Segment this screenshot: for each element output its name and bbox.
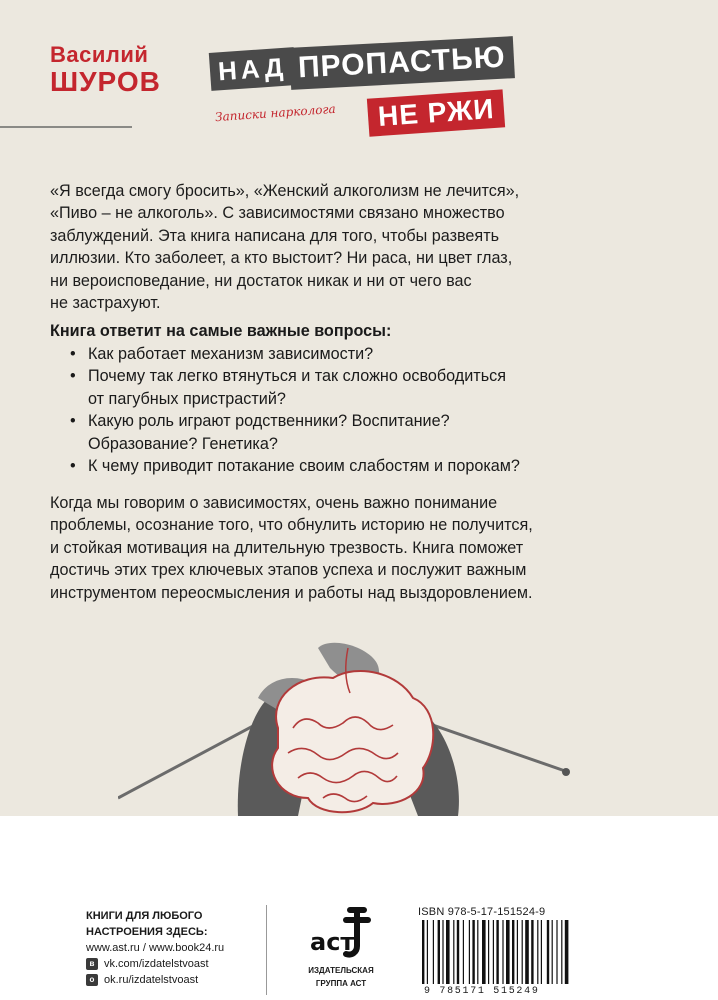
ok-icon: о xyxy=(86,974,98,986)
barcode-bar xyxy=(482,920,486,984)
book-subtitle: Записки нарколога xyxy=(214,101,337,125)
barcode-bar xyxy=(446,920,450,984)
shops-heading: НАСТРОЕНИЯ ЗДЕСЬ: xyxy=(86,926,208,938)
intro-line: «Я всегда смогу бросить», «Женский алкоголизм не лечится», xyxy=(50,182,520,200)
barcode-bar xyxy=(556,920,557,984)
top-rule xyxy=(0,126,132,128)
barcode-bar xyxy=(438,920,440,984)
barcode-bar xyxy=(442,920,443,984)
barcode-bar xyxy=(488,920,489,984)
questions-list xyxy=(68,343,668,477)
barcode-bar xyxy=(469,920,470,984)
needle-tip xyxy=(562,768,570,776)
author-last-name: ШУРОВ xyxy=(50,66,161,97)
barcode-bar xyxy=(547,920,549,984)
barcode-bar xyxy=(493,920,494,984)
intro-line: ни вероисповедание, ни достаток никак и ни от чего вас xyxy=(50,271,472,290)
vk-link-row[interactable] xyxy=(86,956,224,972)
shops-sites[interactable]: www.ast.ru / www.book24.ru xyxy=(86,942,225,954)
barcode-bar xyxy=(541,920,542,984)
barcode-bar xyxy=(537,920,538,984)
isbn-text: ISBN 978-5-17-151524-9 xyxy=(418,906,546,918)
barcode-bar xyxy=(463,920,464,984)
shops-heading: КНИГИ ДЛЯ ЛЮБОГО xyxy=(86,910,203,922)
vk-icon: в xyxy=(86,958,98,970)
barcode-bar xyxy=(422,920,424,984)
question-item xyxy=(68,365,668,410)
question-item xyxy=(68,455,668,477)
vk-link[interactable]: vk.com/izdatelstvoast xyxy=(104,958,209,970)
barcode-bar xyxy=(457,920,459,984)
barcode-digits: 9 785171 515249 xyxy=(424,986,540,997)
barcode-bar xyxy=(496,920,498,984)
closing-line: инструментом переосмысления и работы над выздоровлением. xyxy=(50,583,533,602)
ok-link-row[interactable] xyxy=(86,972,224,988)
ast-logo-text: аст xyxy=(310,928,355,956)
intro-paragraph xyxy=(50,180,670,314)
publisher-block xyxy=(286,906,396,989)
brain-shape xyxy=(272,671,433,812)
barcode-bar xyxy=(561,920,562,984)
intro-line: иллюзии. Кто заболеет, а кто выстоит? Ни раса, ни цвет глаз, xyxy=(50,249,513,268)
shops-block xyxy=(86,908,224,988)
barcode-bar xyxy=(472,920,474,984)
intro-line: «Пиво – не алкоголь». С зависимостями связано множество xyxy=(50,204,505,223)
isbn-block xyxy=(418,906,600,1000)
barcode-bar xyxy=(552,920,553,984)
question-item xyxy=(68,410,668,455)
barcode-bar xyxy=(427,920,428,984)
title-word-nad: НАД xyxy=(209,47,296,91)
barcode-bar xyxy=(506,920,510,984)
barcode-bar xyxy=(512,920,514,984)
barcode-bar xyxy=(433,920,434,984)
ast-logo-icon xyxy=(306,906,376,958)
publisher-name: ИЗДАТЕЛЬСКАЯ xyxy=(308,966,374,975)
barcode-bar xyxy=(531,920,533,984)
title-word-ne-rzhi: НЕ РЖИ xyxy=(367,89,506,136)
intro-line: не застрахуют. xyxy=(50,294,161,313)
publisher-name: ГРУППА АСТ xyxy=(315,979,367,988)
question-text: • Как работает механизм зависимости? xyxy=(88,345,374,363)
question-item xyxy=(68,343,668,365)
closing-paragraph xyxy=(50,492,670,604)
title-word-propastyu: ПРОПАСТЬЮ xyxy=(289,36,515,90)
author-first-name: Василий xyxy=(50,42,149,67)
footer-divider xyxy=(266,905,267,995)
book-title xyxy=(210,38,510,138)
knitting-brain-illustration xyxy=(118,628,578,816)
barcode-bar xyxy=(522,920,523,984)
author-name xyxy=(50,44,161,96)
ok-link[interactable]: ok.ru/izdatelstvoast xyxy=(104,974,199,986)
question-text: • Почему так легко втянуться и так сложно освободиться xyxy=(88,367,507,386)
closing-line: достичь этих трех ключевых этапов успеха и послужит важным xyxy=(50,561,527,580)
barcode-bar xyxy=(525,920,529,984)
question-text: Образование? Генетика? xyxy=(88,434,278,453)
barcode-bar xyxy=(517,920,518,984)
barcode-bar xyxy=(502,920,503,984)
closing-line: проблемы, осознание того, что обнулить историю не получится, xyxy=(50,516,533,535)
question-text: • Какую роль играют родственники? Воспитание? xyxy=(88,412,450,431)
question-text: • К чему приводит потакание своим слабостям и порокам? xyxy=(88,457,520,476)
barcode xyxy=(418,920,598,986)
barcode-bar xyxy=(565,920,569,984)
barcode-bar xyxy=(477,920,478,984)
intro-line: заблуждений. Эта книга написана для того, чтобы развеять xyxy=(50,226,500,245)
closing-line: Когда мы говорим о зависимостях, очень важно понимание xyxy=(50,494,498,512)
barcode-bar xyxy=(453,920,454,984)
closing-line: и стойкая мотивация на длительную трезвость. Книга поможет xyxy=(50,538,524,557)
questions-heading: Книга ответит на самые важные вопросы: xyxy=(50,322,392,340)
question-text: от пагубных пристрастий? xyxy=(88,389,286,408)
